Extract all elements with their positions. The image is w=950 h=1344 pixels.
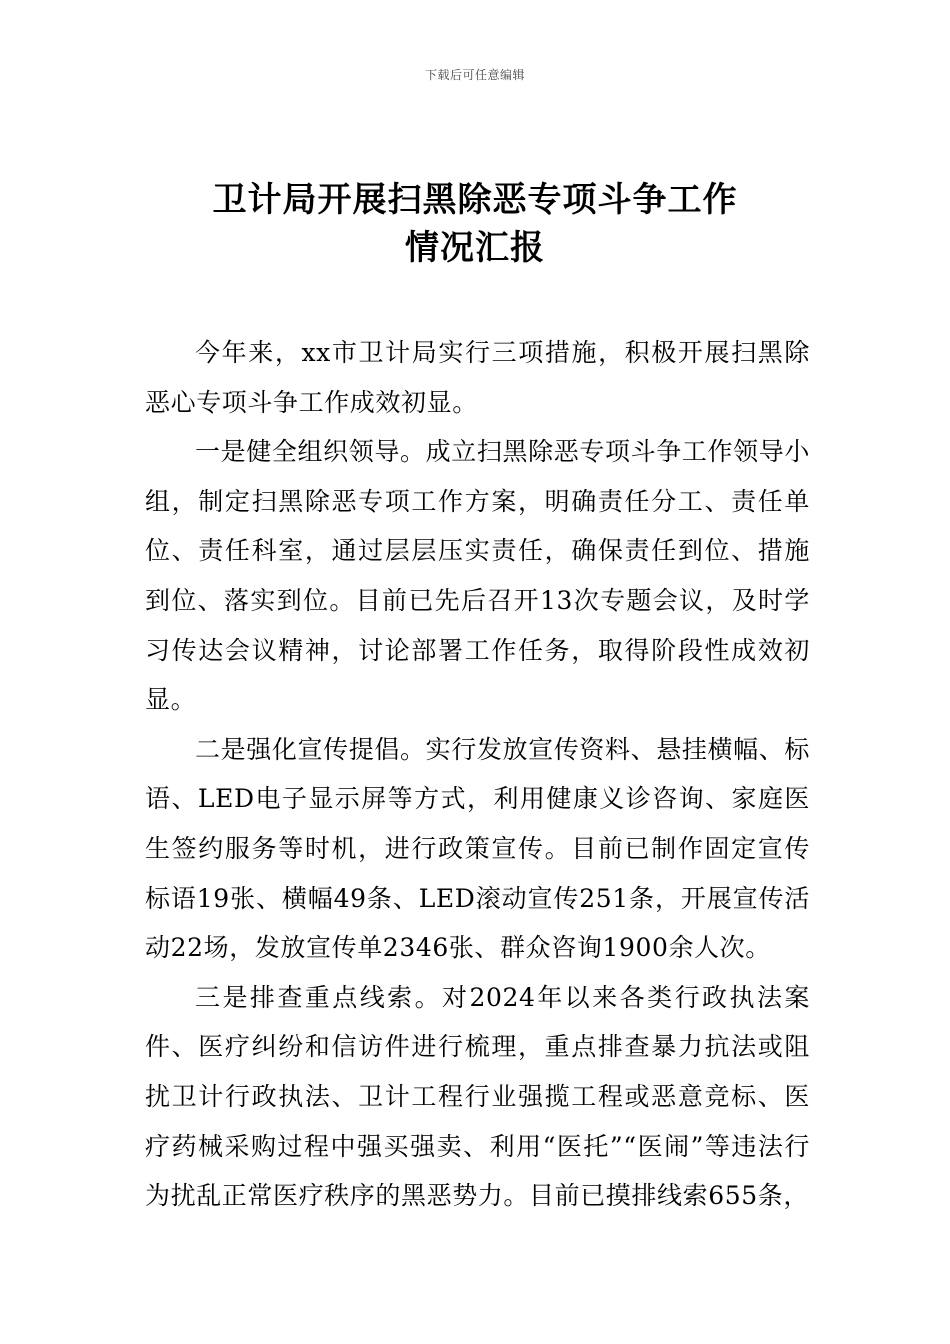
paragraph-investigation: 三是排查重点线索。对2024年以来各类行政执法案件、医疗纠纷和信访件进行梳理，重点排查暴力抗法或阻扰卫计行政执法、卫计工程行业强揽工程或恶意竞标、医疗药械采购过程中强买强卖、利用“医托”“医闹”等违法行为扰乱正常医疗秩序的黑恶势力。目前已摸排线索655条， (145, 982, 810, 1211)
paragraph-publicity: 二是强化宣传提倡。实行发放宣传资料、悬挂横幅、标语、LED电子显示屏等方式，利用健康义诊咨询、家庭医生签约服务等时机，进行政策宣传。目前已制作固定宣传标语19张、横幅49条、LED滚动宣传251条，开展宣传活动22场，发放宣传单2346张、群众咨询1900余人次。 (145, 734, 810, 963)
paragraph-intro: 今年来，xx市卫计局实行三项措施，积极开展扫黑除恶心专项斗争工作成效初显。 (145, 338, 810, 417)
header-note: 下载后可任意编辑 (424, 68, 525, 82)
title-line-2: 情况汇报 (405, 228, 545, 268)
title-line-1: 卫计局开展扫黑除恶专项斗争工作 (212, 180, 738, 220)
document-title (0, 176, 950, 272)
paragraph-organization: 一是健全组织领导。成立扫黑除恶专项斗争工作领导小组，制定扫黑除恶专项工作方案，明确责任分工、责任单位、责任科室，通过层层压实责任，确保责任到位、措施到位、落实到位。目前已先后召开13次专题会议，及时学习传达会议精神，讨论部署工作任务，取得阶段性成效初显。 (145, 437, 810, 715)
document-body (145, 328, 810, 1221)
